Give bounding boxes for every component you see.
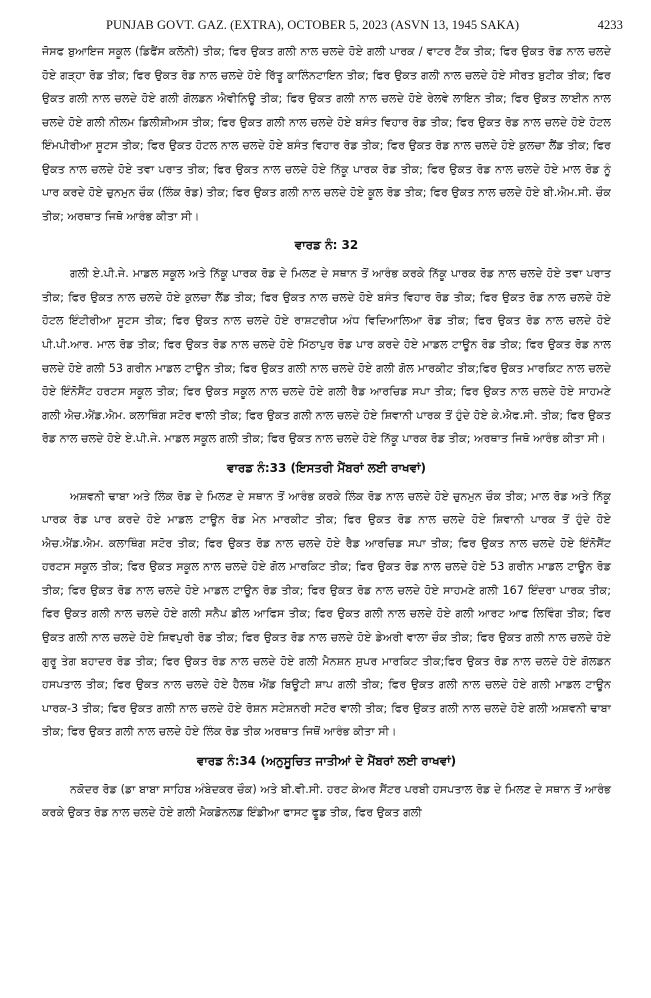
ward-34-heading: ਵਾਰਡ ਨੰ:34 (ਅਨੁਸੂਚਿਤ ਜਾਤੀਆਂ ਦੇ ਮੈਂਬਰਾਂ ਲਈ ਰਾਖਵਾਂ) bbox=[196, 753, 457, 768]
ward-32-text: ਗਲੀ ਏ.ਪੀ.ਜੇ. ਮਾਡਲ ਸਕੂਲ ਅਤੇ ਨਿੱਕੂ ਪਾਰਕ ਰੋਡ ਦੇ ਮਿਲਣ ਦੇ ਸਥਾਨ ਤੋਂ ਆਰੰਭ ਕਰਕੇ ਨਿੱਕੂ ਪਾਰਕ ਰੋਡ ਨਾਲ ਚਲਦੇ ਹੋਏ ਤਵਾ ਪਰਾਤ ਤੀਕ; ਫਿਰ ਉਕਤ ਨਾਲ ਚਲਦੇ ਹੋਏ ਕੁਲਚਾ ਲੈਂਡ ਤੀਕ; ਫਿਰ ਉਕਤ ਨਾਲ ਚਲਦੇ ਹੋਏ ਬਸੰਤ ਵਿਹਾਰ ਰੋਡ ਤੀਕ; ਫਿਰ ਉਕਤ ਰੋਡ ਨਾਲ ਚਲਦੇ ਹੋਏ ਹੋਟਲ ਇੰਟੀਰੀਆ ਸੂਟਸ ਤੀਕ; ਫਿਰ ਉਕਤ ਨਾਲ ਚਲਦੇ ਹੋਏ ਰਾਸ਼ਟਰੀਯ ਅੰਧ ਵਿਦਿਆਲਿਆ ਰੋਡ ਤੀਕ; ਫਿਰ ਉਕਤ ਰੋਡ ਨਾਲ ਚਲਦੇ ਹੋਏ ਪੀ.ਪੀ.ਆਰ. ਮਾਲ ਰੋਡ ਤੀਕ; ਫਿਰ ਉਕਤ ਰੋਡ ਨਾਲ ਚਲਦੇ ਹੋਏ ਮਿੱਠਾਪੁਰ ਰੋਡ ਪਾਰ ਕਰਦੇ ਹੋਏ ਮਾਡਲ ਟਾਊਨ ਰੋਡ ਤੀਕ; ਫਿਰ ਉਕਤ ਰੋਡ ਨਾਲ ਚਲਦੇ ਹੋਏ ਗਲੀ 53 ਗਰੀਨ ਮਾਡਲ ਟਾਊਨ ਤੀਕ; ਫਿਰ ਉਕਤ ਗਲੀ ਨਾਲ ਚਲਦੇ ਹੋਏ ਗਲੀ ਗੋਲ ਮਾਰਕੀਟ ਤੀਕ;ਫਿਰ ਉਕਤ ਮਾਰਕਿਟ ਨਾਲ ਚਲਦੇ ਹੋਏ ਇੰਨੋਸੈਂਟ ਹਰਟਸ ਸਕੂਲ ਤੀਕ; ਫਿਰ ਉਕਤ ਸਕੂਲ ਨਾਲ ਚਲਦੇ ਹੋਏ ਗਲੀ ਰੈਡ ਆਰਚਿਡ ਸਪਾ ਤੀਕ; ਫਿਰ ਉਕਤ ਨਾਲ ਚਲਦੇ ਹੋਏ ਸਾਹਮਣੇ ਗਲੀ ਐਚ.ਐਂਡ.ਐਮ. ਕਲਾਥਿੰਗ ਸਟੋਰ ਵਾਲੀ ਤੀਕ; ਫਿਰ ਉਕਤ ਗਲੀ ਨਾਲ ਚਲਦੇ ਹੋਏ ਸ਼ਿਵਾਨੀ ਪਾਰਕ ਤੋਂ ਹੁੰਦੇ ਹੋਏ ਕੇ.ਐਫ.ਸੀ. ਤੀਕ; ਫਿਰ ਉਕਤ ਰੋਡ ਨਾਲ ਚਲਦੇ ਹੋਏ ਏ.ਪੀ.ਜੇ. ਮਾਡਲ ਸਕੂਲ ਗਲੀ ਤੀਕ; ਫਿਰ ਉਕਤ ਨਾਲ ਚਲਦੇ ਹੋਏ ਨਿੱਕੂ ਪਾਰਕ ਰੋਡ ਤੀਕ; ਅਰਥਾਤ ਜਿਥੋ ਆਰੰਭ ਕੀਤਾ ਸੀ। bbox=[42, 267, 611, 446]
ward-33-heading: ਵਾਰਡ ਨੰ:33 (ਇਸਤਰੀ ਮੈਂਬਰਾਂ ਲਈ ਰਾਖਵਾਂ) bbox=[226, 460, 427, 475]
ward-32-heading: ਵਾਰਡ ਨੰ: 32 bbox=[294, 238, 359, 253]
page-number: 4233 bbox=[597, 18, 623, 32]
gazette-title: PUNJAB GOVT. GAZ. (EXTRA), OCTOBER 5, 2023 (ASVN 13, 1945 SAKA) bbox=[106, 18, 520, 32]
ward-31-continuation: ਜੋਸਫ ਬੁਆਇਜ ਸਕੂਲ (ਡਿਫੈਂਸ ਕਲੋਨੀ) ਤੀਕ; ਫਿਰ ਉਕਤ ਗਲੀ ਨਾਲ ਚਲਦੇ ਹੋਏ ਗਲੀ ਪਾਰਕ / ਵਾਟਰ ਟੈਂਕ ਤੀਕ; ਫਿਰ ਉਕਤ ਰੋਡ ਨਾਲ ਚਲਦੇ ਹੋਏ ਗੜ੍ਹਾ ਰੋਡ ਤੀਕ; ਫਿਰ ਉਕਤ ਰੋਡ ਨਾਲ ਚਲਦੇ ਹੋਏ ਰਿੱਤੂ ਕਾਲਿੰਨਟਾਇਨ ਤੀਕ; ਫਿਰ ਉਕਤ ਗਲੀ ਨਾਲ ਚਲਦੇ ਹੋਏ ਸੀਰਤ ਬੁਟੀਕ ਤੀਕ; ਫਿਰ ਉਕਤ ਗਲੀ ਨਾਲ ਚਲਦੇ ਹੋਏ ਗਲੀ ਗੋਲਡਨ ਐਵੀਨਿਊ ਤੀਕ; ਫਿਰ ਉਕਤ ਗਲੀ ਨਾਲ ਚਲਦੇ ਹੋਏ ਰੇਲਵੇ ਲਾਇਨ ਤੀਕ; ਫਿਰ ਉਕਤ ਲਾਈਨ ਨਾਲ ਚਲਦੇ ਹੋਏ ਗਲੀ ਨੀਲਮ ਡਿਲੀਸ਼ੀਅਸ ਤੀਕ; ਫਿਰ ਉਕਤ ਗਲੀ ਨਾਲ ਚਲਦੇ ਹੋਏ ਬਸੰਤ ਵਿਹਾਰ ਰੋਡ ਤੀਕ; ਫਿਰ ਉਕਤ ਰੋਡ ਨਾਲ ਚਲਦੇ ਹੋਏ ਹੋਟਲ ਇੰਮਪੀਰੀਆ ਸੂਟਸ ਤੀਕ; ਫਿਰ ਉਕਤ ਹੋਟਲ ਨਾਲ ਚਲਦੇ ਹੋਏ ਬਸੰਤ ਵਿਹਾਰ ਰੋਡ ਤੀਕ; ਫਿਰ ਉਕਤ ਰੋਡ ਨਾਲ ਚਲਦੇ ਹੋਏ ਕੁਲਚਾ ਲੈਂਡ ਤੀਕ; ਫਿਰ ਉਕਤ ਨਾਲ ਚਲਦੇ ਹੋਏ ਤਵਾ ਪਰਾਤ ਤੀਕ; ਫਿਰ ਉਕਤ ਨਾਲ ਚਲਦੇ ਹੋਏ ਨਿੱਕੂ ਪਾਰਕ ਰੋਡ ਤੀਕ; ਫਿਰ ਉਕਤ ਰੋਡ ਨਾਲ ਚਲਦੇ ਹੋਏ ਮਾਲ ਰੋਡ ਨੂੰ ਪਾਰ ਕਰਦੇ ਹੋਏ ਚੁਨਮੁਨ ਚੌਕ (ਲਿੰਕ ਰੋਡ) ਤੀਕ; ਫਿਰ ਉਕਤ ਗਲੀ ਨਾਲ ਚਲਦੇ ਹੋਏ ਕੂਲ ਰੋਡ ਤੀਕ; ਫਿਰ ਉਕਤ ਨਾਲ ਚਲਦੇ ਹੋਏ ਬੀ.ਐਮ.ਸੀ. ਚੌਕ ਤੀਕ; ਅਰਥਾਤ ਜਿਥੋ ਆਰੰਭ ਕੀਤਾ ਸੀ। bbox=[42, 45, 611, 223]
page-header bbox=[42, 14, 623, 40]
ward-33-text: ਅਸ਼ਵਨੀ ਢਾਬਾ ਅਤੇ ਲਿੰਕ ਰੋਡ ਦੇ ਮਿਲਣ ਦੇ ਸਥਾਨ ਤੋਂ ਆਰੰਭ ਕਰਕੇ ਲਿੰਕ ਰੋਡ ਨਾਲ ਚਲਦੇ ਹੋਏ ਚੁਨਮੁਨ ਚੌਕ ਤੀਕ; ਮਾਲ ਰੋਡ ਅਤੇ ਨਿੱਕੂ ਪਾਰਕ ਰੋਡ ਪਾਰ ਕਰਦੇ ਹੋਏ ਮਾਡਲ ਟਾਊਨ ਰੋਡ ਮੇਨ ਮਾਰਕੀਟ ਤੀਕ; ਫਿਰ ਉਕਤ ਰੋਡ ਨਾਲ ਚਲਦੇ ਹੋਏ ਸ਼ਿਵਾਨੀ ਪਾਰਕ ਤੋਂ ਹੁੰਦੇ ਹੋਏ ਐਚ.ਐਂਡ.ਐਮ. ਕਲਾਥਿੰਗ ਸਟੋਰ ਤੀਕ; ਫਿਰ ਉਕਤ ਰੋਡ ਨਾਲ ਚਲਦੇ ਹੋਏ ਰੈਡ ਆਰਚਿਡ ਸਪਾ ਤੀਕ; ਫਿਰ ਉਕਤ ਨਾਲ ਚਲਦੇ ਹੋਏ ਇੰਨੋਸੈਂਟ ਹਰਟਸ ਸਕੂਲ ਤੀਕ; ਫਿਰ ਉਕਤ ਸਕੂਲ ਨਾਲ ਚਲਦੇ ਹੋਏ ਗੋਲ ਮਾਰਕਿਟ ਤੀਕ; ਫਿਰ ਉਕਤ ਰੋਡ ਨਾਲ ਚਲਦੇ ਹੋਏ 53 ਗਰੀਨ ਮਾਡਲ ਟਾਊਨ ਰੋਡ ਤੀਕ; ਫਿਰ ਉਕਤ ਰੋਡ ਨਾਲ ਚਲਦੇ ਹੋਏ ਮਾਡਲ ਟਾਊਨ ਰੋਡ ਤੀਕ; ਫਿਰ ਉਕਤ ਰੋਡ ਨਾਲ ਚਲਦੇ ਹੋਏ ਸਾਹਮਣੇ ਗਲੀ 167 ਇੰਦਰਾ ਪਾਰਕ ਤੀਕ; ਫਿਰ ਉਕਤ ਗਲੀ ਨਾਲ ਚਲਦੇ ਹੋਏ ਗਲੀ ਸਨੈਪ ਡੀਲ ਆਫਿਸ ਤੀਕ; ਫਿਰ ਉਕਤ ਗਲੀ ਨਾਲ ਚਲਦੇ ਹੋਏ ਗਲੀ ਆਰਟ ਆਫ ਲਿਵਿੰਗ ਤੀਕ; ਫਿਰ ਉਕਤ ਗਲੀ ਨਾਲ ਚਲਦੇ ਹੋਏ ਸ਼ਿਵਪੁਰੀ ਰੋਡ ਤੀਕ; ਫਿਰ ਉਕਤ ਰੋਡ ਨਾਲ ਚਲਦੇ ਹੋਏ ਡੇਅਰੀ ਵਾਲਾ ਚੌਕ ਤੀਕ; ਫਿਰ ਉਕਤ ਗਲੀ ਨਾਲ ਚਲਦੇ ਹੋਏ ਗੁਰੂ ਤੇਗ ਬਹਾਦਰ ਰੋਡ ਤੀਕ; ਫਿਰ ਉਕਤ ਰੋਡ ਨਾਲ ਚਲਦੇ ਹੋਏ ਗਲੀ ਮੈਨਸ਼ਨ ਸੁਪਰ ਮਾਰਕਿਟ ਤੀਕ;ਫਿਰ ਉਕਤ ਰੋਡ ਨਾਲ ਚਲਦੇ ਹੋਏ ਗੋਲਡਨ ਹਸਪਤਾਲ ਤੀਕ; ਫਿਰ ਉਕਤ ਨਾਲ ਚਲਦੇ ਹੋਏ ਹੈਲਥ ਐਂਡ ਬਿਊਟੀ ਸ਼ਾਪ ਗਲੀ ਤੀਕ; ਫਿਰ ਉਕਤ ਗਲੀ ਨਾਲ ਚਲਦੇ ਹੋਏ ਗਲੀ ਮਾਡਲ ਟਾਊਨ ਪਾਰਕ-3 ਤੀਕ; ਫਿਰ ਉਕਤ ਗਲੀ ਨਾਲ ਚਲਦੇ ਹੋਏ ਰੋਸ਼ਨ ਸਟੇਸ਼ਨਰੀ ਸਟੋਰ ਵਾਲੀ ਤੀਕ; ਫਿਰ ਉਕਤ ਗਲੀ ਨਾਲ ਚਲਦੇ ਹੋਏ ਗਲੀ ਅਸ਼ਵਨੀ ਢਾਬਾ ਤੀਕ; ਫਿਰ ਉਕਤ ਗਲੀ ਨਾਲ ਚਲਦੇ ਹੋਏ ਲਿੰਕ ਰੋਡ ਤੀਕ ਅਰਥਾਤ ਜਿਥੋਂ ਆਰੰਭ ਕੀਤਾ ਸੀ। bbox=[42, 489, 611, 739]
ward-34-text: ਨਕੋਦਰ ਰੋਡ (ਡਾ ਬਾਬਾ ਸਾਹਿਬ ਅੰਬੇਦਕਰ ਚੌਕ) ਅਤੇ ਬੀ.ਵੀ.ਸੀ. ਹਰਟ ਕੇਅਰ ਸੈਂਟਰ ਪਰਬੀ ਹਸਪਤਾਲ ਰੋਡ ਦੇ ਮਿਲਣ ਦੇ ਸਥਾਨ ਤੋਂ ਆਰੰਭ ਕਰਕੇ ਉਕਤ ਰੋਡ ਨਾਲ ਚਲਦੇ ਹੋਏ ਗਲੀ ਮੈਕਡੋਨਲਡ ਇੰਡੀਆ ਫਾਸਟ ਫੂਡ ਤੀਕ, ਫਿਰ ਉਕਤ ਗਲੀ bbox=[42, 782, 611, 820]
